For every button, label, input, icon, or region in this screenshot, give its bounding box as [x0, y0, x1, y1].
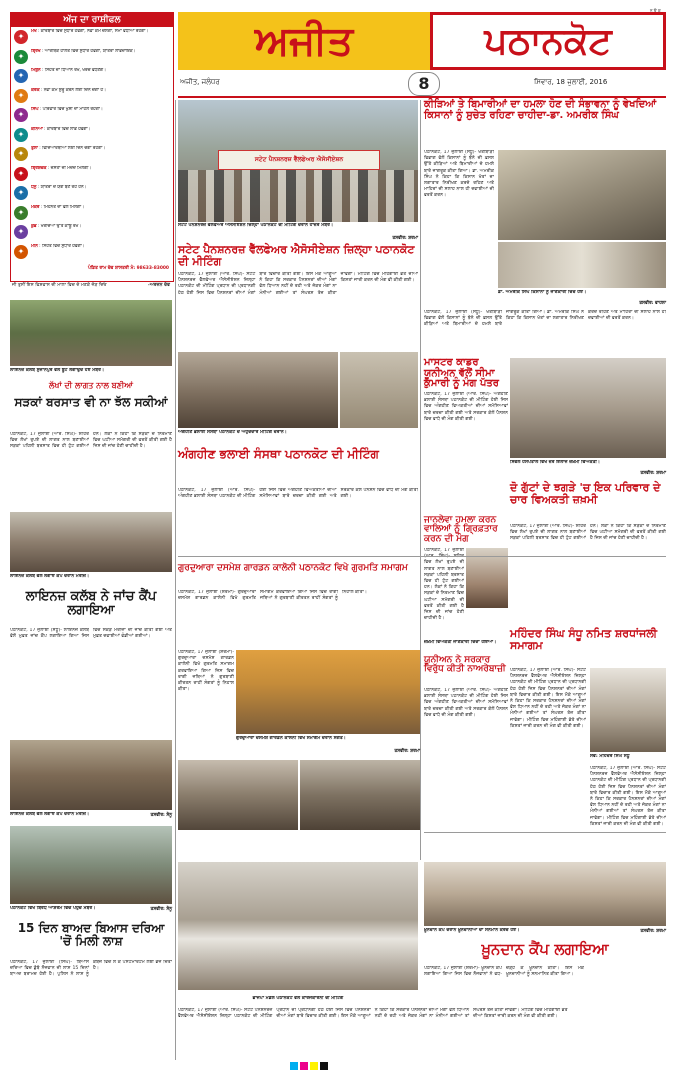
- rashifal-title: ਅੱਜ ਦਾ ਰਾਸ਼ੀਫਲ: [63, 15, 121, 25]
- roads-body: ਪਠਾਨਕੋਟ, 17 ਜੁਲਾਈ (ਆਰ. ਸਿੰਘ)- ਸ਼ਹਿਰ ਵਿਚ ਲੱਖਾਂ ਰੁਪਏ ਦੀ ਲਾਗਤ ਨਾਲ ਬਣਾਈਆਂ ਸੜਕਾਂ ਪਹਿਲੀ ਬਰਸਾਤ ਵਿਚ ਹੀ ਟੁੱਟ ਗਈਆਂ ਹਨ। ਲੋਕਾਂ ਨੇ ਕਿਹਾ ਕਿ ਸੜਕਾਂ ਦੇ ਨਿਰਮਾਣ ਵਿਚ ਘਟੀਆ ਸਮੱਗਰੀ ਦੀ ਵਰਤੋਂ ਕੀਤੀ ਗਈ ਹੈ ਜਿਸ ਦੀ ਜਾਂਚ ਹੋਣੀ ਚਾਹੀਦੀ ਹੈ।: [10, 432, 172, 450]
- clash-headline: ਦੋ ਗੁੱਟਾਂ ਦੇ ਝਗੜੇ 'ਚ ਇਕ ਪਰਿਵਾਰ ਦੇ ਚਾਰ ਵਿਅਕਤੀ ਜ਼ਖ਼ਮੀ: [510, 481, 661, 506]
- zodiac-name: ਕਰਕ: [31, 87, 40, 93]
- color-mark-black: [320, 1062, 328, 1070]
- masthead-corner: ਨ ੳ ਕ: [650, 8, 661, 13]
- farmers-photo-2: [498, 242, 666, 288]
- zodiac-name: ਕੰਨਿਆ: [31, 126, 43, 132]
- rashifal-item: ✦ ਕਰਕ : ਨਵਾਂ ਕੰਮ ਸ਼ੁਰੂ ਕਰਨ ਲਈ ਦਿਨ ਚੰਗਾ ਹੈ।: [13, 88, 171, 104]
- lions-body: ਪਠਾਨਕੋਟ, 17 ਜੁਲਾਈ (ਸੰਧੂ)- ਲਾਇਨਜ਼ ਕਲੱਬ ਵੱਲੋਂ ਮੁਫ਼ਤ ਜਾਂਚ ਕੈਂਪ ਲਗਾਇਆ ਗਿਆ ਜਿਸ ਵਿਚ ਸੈਂਕੜੇ ਮਰੀਜ਼ਾਂ ਦੀ ਜਾਂਚ ਕੀਤੀ ਗਈ ਅਤੇ ਮੁਫ਼ਤ ਦਵਾਈਆਂ ਵੰਡੀਆਂ ਗਈਆਂ।: [10, 628, 172, 640]
- lions-caption: ਲਾਇਨਜ਼ ਕਲੱਬ ਵਲੋਂ ਲਗਾਏ ਕੈਂਪ ਦੌਰਾਨ ਮਰੀਜ਼।: [10, 812, 90, 817]
- zodiac-icon: ✦: [14, 89, 28, 103]
- zodiac-name: ਮੇਖ: [31, 29, 37, 34]
- masthead-left-panel: [178, 12, 430, 70]
- pensioners-headline: ਸਟੇਟ ਪੈਨਸ਼ਨਰਜ਼ ਵੈੱਲਫੇਅਰ ਐਸੋਸੀਏਸ਼ਨ ਜ਼ਿਲ੍ਹਾ ਪਠਾਨਕੋਟ ਦੀ ਮੀਟਿੰਗ: [178, 243, 415, 268]
- gurmat-body: ਪਠਾਨਕੋਟ, 17 ਜੁਲਾਈ (ਸ਼ਰਮਾ)- ਗੁਰਦੁਆਰਾ ਦਸਮੇਸ਼ ਗਾਰਡਨ ਕਾਲੋਨੀ ਵਿਖੇ ਗੁਰਮਤਿ ਸਮਾਗਮ ਕਰਵਾਇਆ ਗਿਆ ਜਿਸ ਵਿਚ ਰਾਗੀ ਜਥਿਆਂ ਨੇ ਗੁਰਬਾਣੀ ਕੀਰਤਨ ਰਾਹੀਂ ਸੰਗਤਾਂ ਨੂੰ ਨਿਹਾਲ ਕੀਤਾ।: [178, 590, 367, 602]
- blood-body: ਪਠਾਨਕੋਟ, 17 ਜੁਲਾਈ (ਸ਼ਰਮਾ)- ਖ਼ੂਨਦਾਨ ਕੈਂਪ ਲਗਾਇਆ ਗਿਆ ਜਿਸ ਵਿਚ ਨੌਜਵਾਨਾਂ ਨੇ ਵਧ-ਚੜ੍ਹ ਕੇ ਖ਼ੂਨਦਾਨ ਕੀਤਾ। ਇਸ ਮੌਕੇ ਖ਼ੂਨਦਾਨੀਆਂ ਨੂੰ ਸਨਮਾਨਿਤ ਕੀਤਾ ਗਿਆ।: [424, 966, 584, 978]
- group-photo-1: [178, 760, 298, 830]
- lions-camp-photo: [10, 740, 172, 810]
- city-title: ਪਠਾਨਕੋਟ: [484, 20, 612, 62]
- union-body: ਪਠਾਨਕੋਟ, 17 ਜੁਲਾਈ (ਆਰ. ਸਿੰਘ)- ਅੰਗਹੀਣ ਭਲਾਈ ਸੰਸਥਾ ਪਠਾਨਕੋਟ ਦੀ ਮੀਟਿੰਗ ਹੋਈ ਜਿਸ ਵਿਚ ਅੰਗਹੀਣ ਵਿਅਕਤੀਆਂ ਦੀਆਂ ਸਮੱਸਿਆਵਾਂ ਬਾਰੇ ਚਰਚਾ ਕੀਤੀ ਗਈ ਅਤੇ ਸਰਕਾਰ ਕੋਲੋਂ ਪੈਨਸ਼ਨ ਵਿਚ ਵਾਧੇ ਦੀ ਮੰਗ ਕੀਤੀ ਗਈ।: [424, 688, 508, 718]
- attack-body: ਪਠਾਨਕੋਟ, 17 ਜੁਲਾਈ ਵਿਚ ਲੱਖਾਂ ਰੁਪਏ ਦੀ ਲਾਗਤ ਨਾਲ ਬਣਾਈਆਂ ਸੜਕਾਂ ਪਹਿਲੀ ਬਰਸਾਤ ਵਿਚ ਹੀ ਟੁੱਟ ਗਈਆਂ ਹਨ। ਲੋਕਾਂ ਨੇ ਕਿਹਾ ਕਿ ਸੜਕਾਂ ਦੇ ਨਿਰਮਾਣ ਵਿਚ ਘਟੀਆ ਸਮੱਗਰੀ ਦੀ ਵਰਤੋਂ ਕੀਤੀ ਗਈ ਹੈ ਜਿਸ ਦੀ ਜਾਂਚ ਹੋਣੀ ਚਾਹੀਦੀ ਹੈ।: [424, 548, 464, 622]
- zodiac-text: ਨਵਾਂ ਕੰਮ ਸ਼ੁਰੂ ਕਰਨ ਲਈ ਦਿਨ ਚੰਗਾ ਹੈ।: [43, 87, 106, 93]
- farmers-headline: ਕੀੜਿਆਂ ਤੇ ਬਿਮਾਰੀਆਂ ਦਾ ਹਮਲਾ ਹੋਣ ਦੀ ਸੰਭਾਵਨਾ ਨੂੰ ਵੇਖਦਿਆਂ ਕਿਸਾਨਾਂ ਨੂੰ ਸੁਚੇਤ ਰਹਿਣਾ ਚਾਹੀਦਾ-ਡਾ. ਅਮਰੀਕ ਸਿੰਘ: [424, 99, 657, 121]
- blood-photo: [424, 862, 666, 926]
- lions-byline: ਤਸਵੀਰ: ਸੋਨੂ: [150, 813, 172, 818]
- pensioners-caption: ਸਟੇਟ ਪੈਨਸ਼ਨਰਜ਼ ਵੈੱਲਫੇਅਰ ਐਸੋਸੀਏਸ਼ਨ ਜ਼ਿਲ੍ਹਾ ਪਠਾਨਕੋਟ ਦੀ ਮੀਟਿੰਗ ਦੌਰਾਨ ਹਾਜ਼ਰ ਮੈਂਬਰ।: [178, 223, 334, 228]
- gurmat-caption: ਗੁਰਦੁਆਰਾ ਦਸਮੇਸ਼ ਗਾਰਡਨ ਕਾਲੋਨੀ ਵਿਖੇ ਸਮਾਗਮ ਦੌਰਾਨ ਸੰਗਤ।: [236, 736, 346, 741]
- pensioners-photo: [178, 100, 418, 222]
- zodiac-text: ਆਰਥਿਕ ਹਾਲਤ ਵਿਚ ਸੁਧਾਰ ਹੋਵੇਗਾ, ਯਾਤਰਾ ਲਾਭਦਾਇਕ।: [44, 48, 136, 54]
- group-photo-2: [300, 760, 420, 830]
- masthead-right-panel: [430, 12, 666, 70]
- issue-date: ਸਿਵਾਰ, 18 ਜੁਲਾਈ, 2016: [534, 78, 608, 86]
- zodiac-text: ਕਾਰੋਬਾਰ ਵਿਚ ਲਾਭ ਹੋਵੇਗਾ।: [46, 126, 91, 132]
- farmers-photo: [498, 150, 666, 240]
- zodiac-icon: ✦: [14, 108, 28, 122]
- bjp-photo: [178, 862, 418, 990]
- zodiac-name: ਸਿੰਘ: [31, 107, 39, 112]
- angheen-photo: [178, 352, 338, 428]
- zodiac-icon: ✦: [14, 206, 28, 220]
- zodiac-name: ਮਿਥੁਨ: [31, 68, 41, 73]
- zodiac-icon: ✦: [14, 50, 28, 64]
- zodiac-name: ਮੀਨ: [31, 243, 38, 249]
- edition-label: ਅਜੀਤ, ਜਲੰਧਰ: [180, 78, 220, 86]
- tribute-body-2: ਪਠਾਨਕੋਟ, 17 ਜੁਲਾਈ (ਆਰ. ਸਿੰਘ)- ਸਟੇਟ ਪੈਨਸ਼ਨਰਜ਼ ਵੈੱਲਫੇਅਰ ਐਸੋਸੀਏਸ਼ਨ ਜ਼ਿਲ੍ਹਾ ਪਠਾਨਕੋਟ ਦੀ ਮੀਟਿੰਗ ਪ੍ਰਧਾਨ ਦੀ ਪ੍ਰਧਾਨਗੀ ਹੇਠ ਹੋਈ ਜਿਸ ਵਿਚ ਪੈਨਸ਼ਨਰਾਂ ਦੀਆਂ ਮੰਗਾਂ ਬਾਰੇ ਵਿਚਾਰ ਕੀਤੀ ਗਈ। ਇਸ ਮੌਕੇ ਆਗੂਆਂ ਨੇ ਕਿਹਾ ਕਿ ਸਰਕਾਰ ਪੈਨਸ਼ਨਰਾਂ ਦੀਆਂ ਮੰਗਾਂ ਵੱਲ ਧਿਆਨ ਨਹੀਂ ਦੇ ਰਹੀ ਅਤੇ ਜੇਕਰ ਮੰਗਾਂ ਨਾ ਮੰਨੀਆਂ ਗਈਆਂ ਤਾਂ ਸੰਘਰਸ਼ ਤੇਜ਼ ਕੀਤਾ ਜਾਵੇਗਾ। ਮੀਟਿੰਗ ਵਿਚ ਮਹਿੰਗਾਈ ਭੱਤੇ ਦੀਆਂ ਕਿਸ਼ਤਾਂ ਜਾਰੀ ਕਰਨ ਦੀ ਮੰਗ ਵੀ ਕੀਤੀ ਗਈ।: [590, 766, 666, 827]
- rashifal-item: ✦ ਮੇਖ : ਕਾਰੋਬਾਰ ਵਿਚ ਸੁਧਾਰ ਹੋਵੇਗਾ, ਨਵਾਂ ਕੰਮ ਚੱਲੇਗਾ, ਸਮਾਂ ਵਧੀਆ ਰਹੇਗਾ।: [13, 29, 171, 45]
- zodiac-name: ਤੁਲਾ: [31, 146, 38, 151]
- attack-photo: [466, 548, 508, 608]
- river-headline: 15 ਦਿਨ ਬਾਅਦ ਬਿਆਸ ਦਰਿਆ 'ਚੋਂ ਮਿਲੀ ਲਾਸ਼: [17, 921, 165, 949]
- rashifal-title-bar: [11, 13, 173, 27]
- rashifal-item: ✦ ਸਿੰਘ : ਪਰਿਵਾਰ ਵਿਚ ਖੁਸ਼ੀ ਦਾ ਮਾਹੌਲ ਰਹੇਗਾ।: [13, 107, 171, 123]
- rashifal-item: ✦ ਮੀਨ : ਸਿਹਤ ਵਿਚ ਸੁਧਾਰ ਹੋਵੇਗਾ।: [13, 244, 171, 260]
- clash-photo: [510, 358, 666, 458]
- pensioners-byline: ਤਸਵੀਰ: ਸ਼ਰਮਾ: [392, 236, 418, 241]
- bjp-body: ਪਠਾਨਕੋਟ, 17 ਜੁਲਾਈ (ਆਰ. ਸਿੰਘ)- ਸਟੇਟ ਪੈਨਸ਼ਨਰਜ਼ ਵੈੱਲਫੇਅਰ ਐਸੋਸੀਏਸ਼ਨ ਜ਼ਿਲ੍ਹਾ ਪਠਾਨਕੋਟ ਦੀ ਮੀਟਿੰਗ ਪ੍ਰਧਾਨ ਦੀ ਪ੍ਰਧਾਨਗੀ ਹੇਠ ਹੋਈ ਜਿਸ ਵਿਚ ਪੈਨਸ਼ਨਰਾਂ ਦੀਆਂ ਮੰਗਾਂ ਬਾਰੇ ਵਿਚਾਰ ਕੀਤੀ ਗਈ। ਇਸ ਮੌਕੇ ਆਗੂਆਂ ਨੇ ਕਿਹਾ ਕਿ ਸਰਕਾਰ ਪੈਨਸ਼ਨਰਾਂ ਦੀਆਂ ਮੰਗਾਂ ਵੱਲ ਧਿਆਨ ਨਹੀਂ ਦੇ ਰਹੀ ਅਤੇ ਜੇਕਰ ਮੰਗਾਂ ਨਾ ਮੰਨੀਆਂ ਗਈਆਂ ਤਾਂ ਸੰਘਰਸ਼ ਤੇਜ਼ ਕੀਤਾ ਜਾਵੇਗਾ। ਮੀਟਿੰਗ ਵਿਚ ਮਹਿੰਗਾਈ ਭੱਤੇ ਦੀਆਂ ਕਿਸ਼ਤਾਂ ਜਾਰੀ ਕਰਨ ਦੀ ਮੰਗ ਵੀ ਕੀਤੀ ਗਈ।: [178, 1008, 568, 1020]
- lions-plant-photo: [10, 300, 172, 366]
- pensioners-banner-text: ਸਟੇਟ ਪੈਨਸ਼ਨਰਜ਼ ਵੈੱਲਫੇਅਰ ਐਸੋਸੀਏਸ਼ਨ: [254, 156, 344, 163]
- rashifal-item: ✦ ਤੁਲਾ : ਵਿਦਿਆਰਥੀਆਂ ਲਈ ਦਿਨ ਚੰਗਾ ਰਹੇਗਾ।: [13, 146, 171, 162]
- pensioners-banner: [218, 150, 380, 170]
- rashifal-item: ✦ ਕੰਨਿਆ : ਕਾਰੋਬਾਰ ਵਿਚ ਲਾਭ ਹੋਵੇਗਾ।: [13, 127, 171, 143]
- zodiac-name: ਮਕਰ: [31, 204, 40, 210]
- page-number: 8: [418, 74, 430, 93]
- tribute-body: ਪਠਾਨਕੋਟ, 17 ਜੁਲਾਈ (ਆਰ. ਸਿੰਘ)- ਸਟੇਟ ਪੈਨਸ਼ਨਰਜ਼ ਵੈੱਲਫੇਅਰ ਐਸੋਸੀਏਸ਼ਨ ਜ਼ਿਲ੍ਹਾ ਪਠਾਨਕੋਟ ਦੀ ਮੀਟਿੰਗ ਪ੍ਰਧਾਨ ਦੀ ਪ੍ਰਧਾਨਗੀ ਹੇਠ ਹੋਈ ਜਿਸ ਵਿਚ ਪੈਨਸ਼ਨਰਾਂ ਦੀਆਂ ਮੰਗਾਂ ਬਾਰੇ ਵਿਚਾਰ ਕੀਤੀ ਗਈ। ਇਸ ਮੌਕੇ ਆਗੂਆਂ ਨੇ ਕਿਹਾ ਕਿ ਸਰਕਾਰ ਪੈਨਸ਼ਨਰਾਂ ਦੀਆਂ ਮੰਗਾਂ ਵੱਲ ਧਿਆਨ ਨਹੀਂ ਦੇ ਰਹੀ ਅਤੇ ਜੇਕਰ ਮੰਗਾਂ ਨਾ ਮੰਨੀਆਂ ਗਈਆਂ ਤਾਂ ਸੰਘਰਸ਼ ਤੇਜ਼ ਕੀਤਾ ਜਾਵੇਗਾ। ਮੀਟਿੰਗ ਵਿਚ ਮਹਿੰਗਾਈ ਭੱਤੇ ਦੀਆਂ ਕਿਸ਼ਤਾਂ ਜਾਰੀ ਕਰਨ ਦੀ ਮੰਗ ਵੀ ਕੀਤੀ ਗਈ।: [510, 668, 586, 729]
- students-caption: ਲਾਇਨਜ਼ ਕਲੱਬ ਵਲੋਂ ਲਗਾਏ ਕੈਂਪ ਦੌਰਾਨ ਮਰੀਜ਼।: [10, 574, 90, 579]
- zodiac-text: ਕਾਰੋਬਾਰ ਵਿਚ ਸੁਧਾਰ ਹੋਵੇਗਾ, ਨਵਾਂ ਕੰਮ ਚੱਲੇਗਾ, ਸਮਾਂ ਵਧੀਆ ਰਹੇਗਾ।: [40, 29, 149, 34]
- zodiac-name: ਕੁੰਭ: [31, 224, 37, 229]
- sidebar-note: [12, 283, 170, 297]
- color-mark-cyan: [290, 1062, 298, 1070]
- zodiac-icon: ✦: [14, 167, 28, 181]
- students-photo: [10, 512, 172, 572]
- rashifal-item: ✦ ਕੁੰਭ : ਖਰਚਿਆਂ ਉੱਤੇ ਕਾਬੂ ਰੱਖੋ।: [13, 224, 171, 240]
- attack-caption: ਜ਼ਖ਼ਮੀ ਵਿਅਕਤੀ ਜਾਣਕਾਰੀ ਦਿੰਦਾ ਹੋਇਆ।: [424, 640, 497, 645]
- farmers-body: ਪਠਾਨਕੋਟ, 17 ਜੁਲਾਈ (ਸੰਧੂ)- ਖੇਤੀਬਾੜੀ ਵਿਭਾਗ ਵੱਲੋਂ ਕਿਸਾਨਾਂ ਨੂੰ ਝੋਨੇ ਦੀ ਫ਼ਸਲ ਉੱਤੇ ਕੀੜਿਆਂ ਅਤੇ ਬਿਮਾਰੀਆਂ ਦੇ ਹਮਲੇ ਬਾਰੇ ਜਾਗਰੂਕ ਕੀਤਾ ਗਿਆ। ਡਾ. ਅਮਰੀਕ ਸਿੰਘ ਨੇ ਕਿਹਾ ਕਿ ਕਿਸਾਨ ਖੇਤਾਂ ਦਾ ਲਗਾਤਾਰ ਨਿਰੀਖਣ ਕਰਦੇ ਰਹਿਣ ਅਤੇ ਮਾਹਿਰਾਂ ਦੀ ਸਲਾਹ ਨਾਲ ਹੀ ਦਵਾਈਆਂ ਦੀ ਵਰਤੋਂ ਕਰਨ।: [424, 150, 494, 199]
- sidebar-note-text: ਜੀ ਤੁਸੀਂ ਇਸ ਵਿਸ਼ਵਾਸ ਦੀ ਮਾਲਾ ਵਿਚ ਦੋ ਮਣਕੇ ਜੋੜ ਦਿਓ: [12, 283, 107, 288]
- zodiac-icon: ✦: [14, 225, 28, 239]
- teachers-body: ਪਠਾਨਕੋਟ, 17 ਜੁਲਾਈ (ਆਰ. ਸਿੰਘ)- ਅੰਗਹੀਣ ਭਲਾਈ ਸੰਸਥਾ ਪਠਾਨਕੋਟ ਦੀ ਮੀਟਿੰਗ ਹੋਈ ਜਿਸ ਵਿਚ ਅੰਗਹੀਣ ਵਿਅਕਤੀਆਂ ਦੀਆਂ ਸਮੱਸਿਆਵਾਂ ਬਾਰੇ ਚਰਚਾ ਕੀਤੀ ਗਈ ਅਤੇ ਸਰਕਾਰ ਕੋਲੋਂ ਪੈਨਸ਼ਨ ਵਿਚ ਵਾਧੇ ਦੀ ਮੰਗ ਕੀਤੀ ਗਈ।: [424, 392, 508, 422]
- tribute-headline: ਮਹਿੰਦਰ ਸਿੰਘ ਸੰਧੂ ਨਮਿਤ ਸ਼ਰਧਾਂਜਲੀ ਸਮਾਗਮ: [510, 627, 658, 652]
- teachers-headline: ਮਾਸਟਰ ਕਾਡਰ ਯੂਨੀਅਨ ਵੱਲੋਂ ਸੀਮਾ ਕੁਮਾਰੀ ਨੂੰ ਮੰਗ ਪੱਤਰ: [424, 357, 500, 389]
- zodiac-icon: ✦: [14, 128, 28, 142]
- gurmat-photo: [236, 650, 420, 734]
- zodiac-text: ਸਿਹਤ ਦਾ ਧਿਆਨ ਰੱਖੋ, ਖਰਚੇ ਵਧਣਗੇ।: [44, 68, 106, 73]
- zodiac-text: ਯਾਤਰਾ ਦੇ ਯੋਗ ਬਣ ਰਹੇ ਹਨ।: [40, 185, 87, 190]
- rashifal-item: ✦ ਬ੍ਰਿਖ : ਆਰਥਿਕ ਹਾਲਤ ਵਿਚ ਸੁਧਾਰ ਹੋਵੇਗਾ, ਯਾਤਰਾ ਲਾਭਦਾਇਕ।: [13, 49, 171, 65]
- lions-headline: ਲਾਇਨਜ਼ ਕਲੱਬ ਨੇ ਜਾਂਚ ਕੈਂਪ ਲਗਾਇਆ: [25, 589, 157, 619]
- zodiac-icon: ✦: [14, 30, 28, 44]
- clash-byline: ਤਸਵੀਰ: ਸ਼ਰਮਾ: [640, 471, 666, 476]
- angheen-caption: ਅੰਗਹੀਣ ਭਲਾਈ ਸੰਸਥਾ ਪਠਾਨਕੋਟ ਦੇ ਅਹੁਦੇਦਾਰ ਮੀਟਿੰਗ ਦੌਰਾਨ।: [178, 430, 287, 435]
- rashifal-item: ✦ ਧਨੁ : ਯਾਤਰਾ ਦੇ ਯੋਗ ਬਣ ਰਹੇ ਹਨ।: [13, 185, 171, 201]
- zodiac-icon: ✦: [14, 147, 28, 161]
- blood-headline: ਖ਼ੂਨਦਾਨ ਕੈਂਪ ਲਗਾਇਆ: [481, 940, 609, 958]
- zodiac-text: ਵਿਦਿਆਰਥੀਆਂ ਲਈ ਦਿਨ ਚੰਗਾ ਰਹੇਗਾ।: [42, 146, 106, 151]
- zodiac-text: ਦੋਸਤਾਂ ਦੀ ਮਦਦ ਮਿਲੇਗੀ।: [50, 165, 92, 171]
- zodiac-text: ਸਿਹਤ ਵਿਚ ਸੁਧਾਰ ਹੋਵੇਗਾ।: [42, 243, 85, 249]
- roads-caption: ਲਾਇਨਜ਼ ਕਲੱਬ ਸੁਜਾਨਪੁਰ ਵਲੋਂ ਬੂਟੇ ਲਗਾਉਂਦੇ ਹੋਏ ਮੈਂਬਰ।: [10, 368, 105, 373]
- masthead: [178, 8, 666, 94]
- zodiac-name: ਬ੍ਰਿਸ਼ਚਕ: [31, 165, 47, 171]
- farmers-byline: ਤਸਵੀਰ: ਵਾਹਲਾ: [639, 301, 666, 306]
- zodiac-text: ਖਰਚਿਆਂ ਉੱਤੇ ਕਾਬੂ ਰੱਖੋ।: [40, 224, 82, 229]
- gurmat-byline: ਤਸਵੀਰ: ਸ਼ਰਮਾ: [394, 749, 420, 754]
- tribute-caption: ਸਵ: ਮਹਿੰਦਰ ਸਿੰਘ ਸੰਧੂ: [590, 754, 630, 759]
- farmers-body-2: ਪਠਾਨਕੋਟ, 17 ਜੁਲਾਈ (ਸੰਧੂ)- ਖੇਤੀਬਾੜੀ ਵਿਭਾਗ ਵੱਲੋਂ ਕਿਸਾਨਾਂ ਨੂੰ ਝੋਨੇ ਦੀ ਫ਼ਸਲ ਉੱਤੇ ਕੀੜਿਆਂ ਅਤੇ ਬਿਮਾਰੀਆਂ ਦੇ ਹਮਲੇ ਬਾਰੇ ਜਾਗਰੂਕ ਕੀਤਾ ਗਿਆ। ਡਾ. ਅਮਰੀਕ ਸਿੰਘ ਨੇ ਕਿਹਾ ਕਿ ਕਿਸਾਨ ਖੇਤਾਂ ਦਾ ਲਗਾਤਾਰ ਨਿਰੀਖਣ ਕਰਦੇ ਰਹਿਣ ਅਤੇ ਮਾਹਿਰਾਂ ਦੀ ਸਲਾਹ ਨਾਲ ਹੀ ਦਵਾਈਆਂ ਦੀ ਵਰਤੋਂ ਕਰਨ।: [424, 310, 666, 328]
- zodiac-name: ਧਨੁ: [31, 185, 37, 190]
- zodiac-icon: ✦: [14, 245, 28, 259]
- blood-caption: ਖ਼ੂਨਦਾਨ ਕੈਂਪ ਦੌਰਾਨ ਖ਼ੂਨਦਾਨੀਆਂ ਦਾ ਸਨਮਾਨ ਕਰਦੇ ਹੋਏ।: [424, 928, 520, 933]
- farmers-caption: ਡਾ. ਅਮਰੀਕ ਸਿੰਘ ਕਿਸਾਨਾਂ ਨੂੰ ਜਾਣਕਾਰੀ ਦਿੰਦੇ ਹੋਏ।: [498, 290, 587, 295]
- gurmat-body-2: ਪਠਾਨਕੋਟ, 17 ਜੁਲਾਈ (ਸ਼ਰਮਾ)- ਗੁਰਦੁਆਰਾ ਦਸਮੇਸ਼ ਗਾਰਡਨ ਕਾਲੋਨੀ ਵਿਖੇ ਗੁਰਮਤਿ ਸਮਾਗਮ ਕਰਵਾਇਆ ਗਿਆ ਜਿਸ ਵਿਚ ਰਾਗੀ ਜਥਿਆਂ ਨੇ ਗੁਰਬਾਣੀ ਕੀਰਤਨ ਰਾਹੀਂ ਸੰਗਤਾਂ ਨੂੰ ਨਿਹਾਲ ਕੀਤਾ।: [178, 650, 234, 693]
- rashifal-item: ✦ ਮਿਥੁਨ : ਸਿਹਤ ਦਾ ਧਿਆਨ ਰੱਖੋ, ਖਰਚੇ ਵਧਣਗੇ।: [13, 68, 171, 84]
- zodiac-icon: ✦: [14, 69, 28, 83]
- clash-body: ਪਠਾਨਕੋਟ, 17 ਜੁਲਾਈ (ਆਰ. ਸਿੰਘ)- ਸ਼ਹਿਰ ਵਿਚ ਲੱਖਾਂ ਰੁਪਏ ਦੀ ਲਾਗਤ ਨਾਲ ਬਣਾਈਆਂ ਸੜਕਾਂ ਪਹਿਲੀ ਬਰਸਾਤ ਵਿਚ ਹੀ ਟੁੱਟ ਗਈਆਂ ਹਨ। ਲੋਕਾਂ ਨੇ ਕਿਹਾ ਕਿ ਸੜਕਾਂ ਦੇ ਨਿਰਮਾਣ ਵਿਚ ਘਟੀਆ ਸਮੱਗਰੀ ਦੀ ਵਰਤੋਂ ਕੀਤੀ ਗਈ ਹੈ ਜਿਸ ਦੀ ਜਾਂਚ ਹੋਣੀ ਚਾਹੀਦੀ ਹੈ।: [510, 524, 666, 542]
- brand-logo: ਅਜੀਤ: [254, 17, 354, 64]
- old-age-home-photo: [10, 826, 172, 904]
- gurmat-headline: ਗੁਰਦੁਆਰਾ ਦਸਮੇਸ਼ ਗਾਰਡਨ ਕਾਲੋਨੀ ਪਠਾਨਕੋਟ ਵਿਖੇ ਗੁਰਮਤਿ ਸਮਾਗਮ: [178, 563, 408, 573]
- rashifal-footer: ਪੰਡਿਤ ਰਾਮ ਦੇਵ ਸ਼ਾਸਤਰੀ ਮੋ: 98633-83000: [87, 266, 169, 271]
- teachers-photo: [340, 352, 418, 428]
- zodiac-name: ਬ੍ਰਿਖ: [31, 48, 41, 54]
- zodiac-text: ਪਰਿਵਾਰ ਵਿਚ ਖੁਸ਼ੀ ਦਾ ਮਾਹੌਲ ਰਹੇਗਾ।: [42, 107, 103, 112]
- roads-headline: ਸੜਕਾਂ ਬਰਸਾਤ ਵੀ ਨਾ ਝੱਲ ਸਕੀਆਂ: [14, 395, 168, 409]
- rashifal-item: ✦ ਮਕਰ : ਮਿਹਨਤ ਦਾ ਫਲ ਮਿਲੇਗਾ।: [13, 205, 171, 221]
- angheen-body: ਪਠਾਨਕੋਟ, 17 ਜੁਲਾਈ (ਆਰ. ਸਿੰਘ)- ਅੰਗਹੀਣ ਭਲਾਈ ਸੰਸਥਾ ਪਠਾਨਕੋਟ ਦੀ ਮੀਟਿੰਗ ਹੋਈ ਜਿਸ ਵਿਚ ਅੰਗਹੀਣ ਵਿਅਕਤੀਆਂ ਦੀਆਂ ਸਮੱਸਿਆਵਾਂ ਬਾਰੇ ਚਰਚਾ ਕੀਤੀ ਗਈ ਅਤੇ ਸਰਕਾਰ ਕੋਲੋਂ ਪੈਨਸ਼ਨ ਵਿਚ ਵਾਧੇ ਦੀ ਮੰਗ ਕੀਤੀ ਗਈ।: [178, 488, 418, 500]
- rashifal-item: ✦ ਬ੍ਰਿਸ਼ਚਕ : ਦੋਸਤਾਂ ਦੀ ਮਦਦ ਮਿਲੇਗੀ।: [13, 166, 171, 182]
- sidebar-note-author: -ਅਰਜਨ ਦੇਵ: [147, 283, 170, 288]
- zodiac-text: ਮਿਹਨਤ ਦਾ ਫਲ ਮਿਲੇਗਾ।: [43, 204, 85, 210]
- rashifal-box: [10, 12, 174, 282]
- color-mark-yellow: [310, 1062, 318, 1070]
- color-mark-magenta: [300, 1062, 308, 1070]
- zodiac-icon: ✦: [14, 186, 28, 200]
- river-body: ਪਠਾਨਕੋਟ, 17 ਜੁਲਾਈ (ਸਿੰਘ)- ਬਿਆਸ ਦਰਿਆ ਵਿਚ ਡੁੱਬੇ ਨੌਜਵਾਨ ਦੀ ਲਾਸ਼ 15 ਦਿਨਾਂ ਬਾਅਦ ਬਰਾਮਦ ਹੋਈ ਹੈ। ਪੁਲਿਸ ਨੇ ਲਾਸ਼ ਨੂੰ ਕਬਜ਼ੇ ਵਿਚ ਲੈ ਕੇ ਪੋਸਟਮਾਰਟਮ ਲਈ ਭੇਜ ਦਿੱਤਾ ਹੈ।: [10, 960, 172, 978]
- blood-byline: ਤਸਵੀਰ: ਸ਼ਰਮਾ: [640, 929, 666, 934]
- river-caption: ਪਠਾਨਕੋਟ ਵਿਖੇ ਬਿਰਧ ਆਸ਼ਰਮ ਵਿਚ ਪਹੁੰਚੇ ਮੈਂਬਰ।: [10, 906, 96, 911]
- union-headline: ਯੂਨੀਅਨ ਨੇ ਸਰਕਾਰ ਵਿਰੁੱਧ ਕੀਤੀ ਨਾਅਰੇਬਾਜ਼ੀ: [424, 655, 506, 675]
- page-number-badge: [408, 72, 440, 96]
- pensioners-body: ਪਠਾਨਕੋਟ, 17 ਜੁਲਾਈ (ਆਰ. ਸਿੰਘ)- ਸਟੇਟ ਪੈਨਸ਼ਨਰਜ਼ ਵੈੱਲਫੇਅਰ ਐਸੋਸੀਏਸ਼ਨ ਜ਼ਿਲ੍ਹਾ ਪਠਾਨਕੋਟ ਦੀ ਮੀਟਿੰਗ ਪ੍ਰਧਾਨ ਦੀ ਪ੍ਰਧਾਨਗੀ ਹੇਠ ਹੋਈ ਜਿਸ ਵਿਚ ਪੈਨਸ਼ਨਰਾਂ ਦੀਆਂ ਮੰਗਾਂ ਬਾਰੇ ਵਿਚਾਰ ਕੀਤੀ ਗਈ। ਇਸ ਮੌਕੇ ਆਗੂਆਂ ਨੇ ਕਿਹਾ ਕਿ ਸਰਕਾਰ ਪੈਨਸ਼ਨਰਾਂ ਦੀਆਂ ਮੰਗਾਂ ਵੱਲ ਧਿਆਨ ਨਹੀਂ ਦੇ ਰਹੀ ਅਤੇ ਜੇਕਰ ਮੰਗਾਂ ਨਾ ਮੰਨੀਆਂ ਗਈਆਂ ਤਾਂ ਸੰਘਰਸ਼ ਤੇਜ਼ ਕੀਤਾ ਜਾਵੇਗਾ। ਮੀਟਿੰਗ ਵਿਚ ਮਹਿੰਗਾਈ ਭੱਤੇ ਦੀਆਂ ਕਿਸ਼ਤਾਂ ਜਾਰੀ ਕਰਨ ਦੀ ਮੰਗ ਵੀ ਕੀਤੀ ਗਈ।: [178, 272, 418, 296]
- clash-caption: ਸਿਵਲ ਹਸਪਤਾਲ ਵਿਖੇ ਜ਼ੇਰੇ ਇਲਾਜ ਜ਼ਖ਼ਮੀ ਵਿਅਕਤੀ।: [510, 460, 601, 465]
- river-byline: ਤਸਵੀਰ: ਸੋਨੂ: [150, 907, 172, 912]
- attack-headline: ਜਾਨਲੇਵਾ ਹਮਲਾ ਕਰਨ ਵਾਲਿਆਂ ਨੂੰ ਗ੍ਰਿਫ਼ਤਾਰ ਕਰਨ ਦੀ ਮੰਗ: [424, 515, 498, 544]
- angheen-headline: ਅੰਗਹੀਣ ਭਲਾਈ ਸੰਸਥਾ ਪਠਾਨਕੋਟ ਦੀ ਮੀਟਿੰਗ: [178, 447, 379, 461]
- roads-kicker: ਲੱਖਾਂ ਦੀ ਲਾਗਤ ਨਾਲ ਬਣੀਆਂ: [48, 381, 133, 390]
- tribute-photo: [590, 668, 666, 752]
- bjp-caption: ਭਾਜਪਾ ਮੰਡਲ ਪਠਾਨਕੋਟ ਵੱਲੋਂ ਕਾਰਜਕਾਰਨੀ ਦੀ ਮੀਟਿੰਗ: [252, 996, 344, 1001]
